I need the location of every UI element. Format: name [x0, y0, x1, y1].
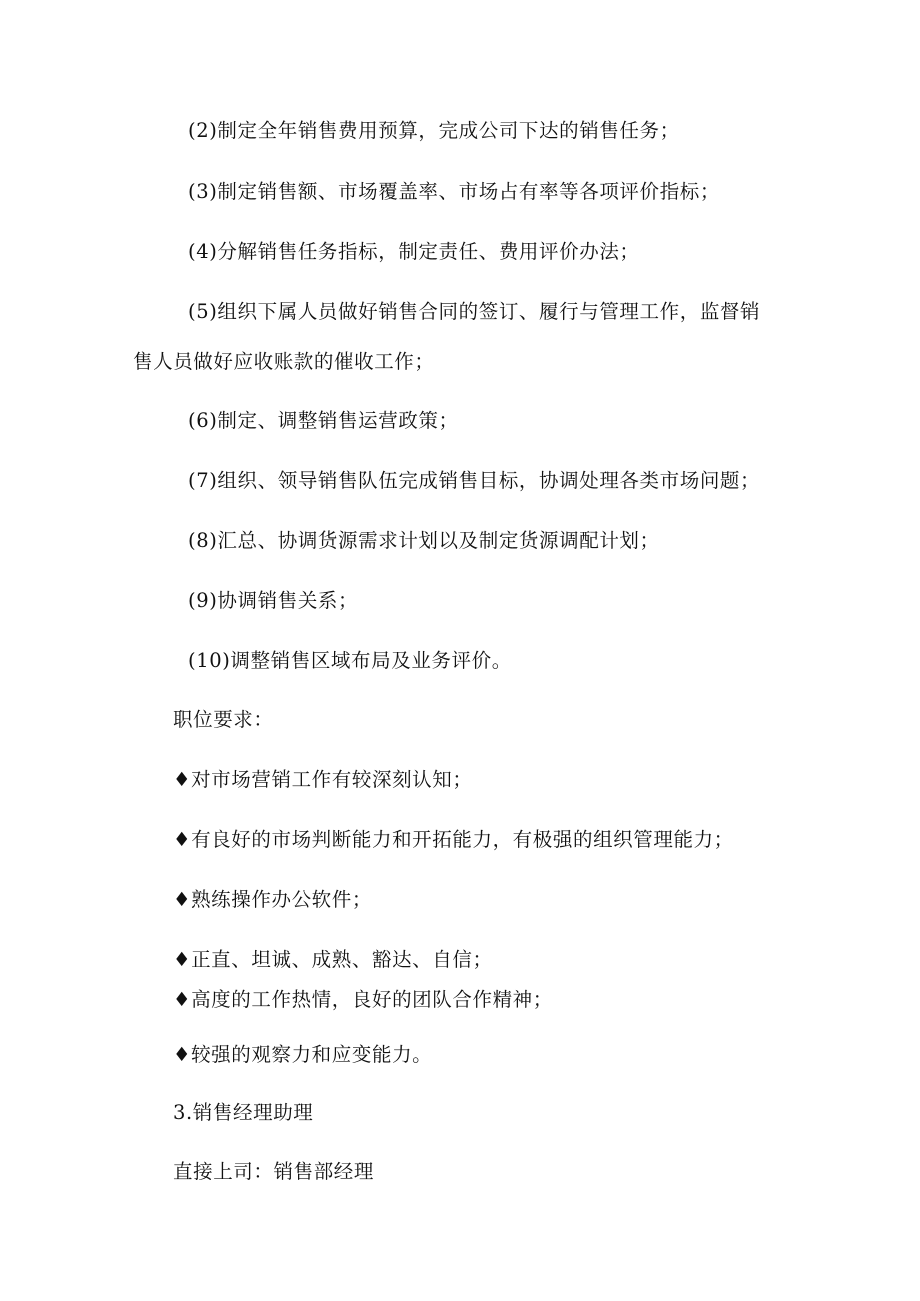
requirement-item: ♦正直、坦诚、成熟、豁达、自信； [173, 948, 493, 971]
requirement-item: ♦熟练操作办公软件； [173, 888, 372, 911]
requirement-item: ♦较强的观察力和应变能力。 [173, 1043, 433, 1066]
duty-item-10: (10)调整销售区域布局及业务评价。 [188, 649, 512, 672]
duty-item-8: (8)汇总、协调货源需求计划以及制定货源调配计划； [188, 529, 660, 552]
section-3-title: 3.销售经理助理 [173, 1101, 314, 1124]
requirement-item: ♦高度的工作热情，良好的团队合作精神； [173, 988, 553, 1011]
duty-item-9: (9)协调销售关系； [188, 589, 359, 612]
duty-item-3: (3)制定销售额、市场覆盖率、市场占有率等各项评价指标； [188, 180, 720, 203]
duty-item-5-line-2: 售人员做好应收账款的催收工作； [133, 350, 435, 373]
requirement-item: ♦有良好的市场判断能力和开拓能力，有极强的组织管理能力； [173, 828, 734, 851]
requirements-heading: 职位要求： [173, 708, 274, 731]
duty-item-5-line-1: (5)组织下属人员做好销售合同的签订、履行与管理工作，监督销 [188, 300, 761, 323]
duty-item-6: (6)制定、调整销售运营政策； [188, 409, 459, 432]
direct-supervisor: 直接上司：销售部经理 [173, 1160, 375, 1183]
duty-item-7: (7)组织、领导销售队伍完成销售目标，协调处理各类市场问题； [188, 469, 761, 492]
duty-item-4: (4)分解销售任务指标，制定责任、费用评价办法； [188, 240, 640, 263]
duty-item-2: (2)制定全年销售费用预算，完成公司下达的销售任务； [188, 119, 680, 142]
requirement-item: ♦对市场营销工作有较深刻认知； [173, 768, 473, 791]
